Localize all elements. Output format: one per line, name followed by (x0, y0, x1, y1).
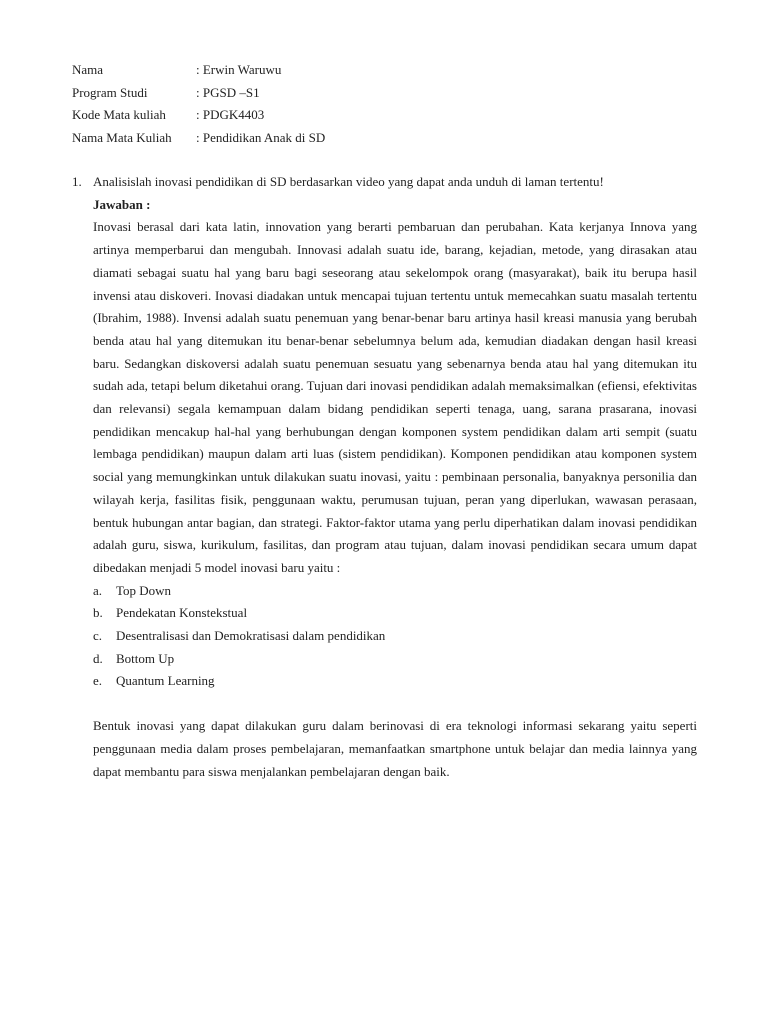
list-item (93, 648, 697, 671)
student-info-header (72, 59, 325, 149)
question-body (93, 171, 697, 783)
question-section (72, 171, 697, 783)
info-label: Nama (72, 62, 104, 77)
answer-paragraph: Inovasi berasal dari kata latin, innovation yang berarti pembaruan dan perubahan. Kata kerjanya Innova yang artinya memperbarui dan mengubah. Innovasi adalah suatu ide, barang, kejadian, metode, yang dirasakan atau diamati sebagai suatu hal yang baru bagi seseorang atau sekelompok orang (masyarakat), baik itu berupa hasil invensi atau diskoveri. Inovasi diadakan untuk mencapai tujuan tertentu untuk memecahkan suatu masalah tertentu (Ibrahim, 1988). Invensi adalah suatu penemuan yang benar-benar baru artinya hasil kreasi manusia yang berubah benda atau hal yang ditemukan itu benar-benar sebelumnya belum ada, kemudian diadakan dengan hasil kreasi baru. Sedangkan diskoversi adalah suatu penemuan sesuatu yang sebenarnya benda atau hal yang ditemukan itu sudah ada, tetapi belum diketahui orang. Tujuan dari inovasi pendidikan adalah memaksimalkan (efiensi, efektivitas dan relevansi) segala kemampuan dalam bidang pendidikan seperti tenaga, uang, sarana prasarana, inovasi pendidikan mencakup hal-hal yang berhubungan dengan komponen system pendidikan dalam arti sempit (suatu lembaga pendidikan) maupun dalam arti luas (sistem pendidikan). Komponen pendidikan atau komponen system social yang memungkinkan untuk dilakukan suatu inovasi, yaitu : pembinaan personalia, banyaknya personilia dan wilayah kerja, fasilitas fisik, penggunaan waktu, perumusan tujuan, peran yang diperlukan, wawasan perasaan, bentuk hubungan antar bagian, dan strategi. Faktor-faktor utama yang perlu diperhatikan dalam inovasi pendidikan adalah guru, siswa, kurikulum, fasilitas, dan program atau tujuan, dalam inovasi pendidikan secara umum dapat dibedakan menjadi 5 model inovasi baru yaitu : (93, 219, 697, 575)
list-item-label: Quantum Learning (116, 673, 215, 689)
question-number: 1. (72, 174, 82, 189)
list-item (93, 625, 697, 648)
innovation-model-list (93, 580, 697, 694)
closing-paragraph: Bentuk inovasi yang dapat dilakukan guru dalam berinovasi di era teknologi informasi sekarang yaitu seperti penggunaan media dalam proses pembelajaran, memanfaatkan smartphone untuk belajar dan media lainnya yang dapat membantu para siswa menjalankan pembelajaran dengan baik. (93, 718, 697, 779)
list-marker: e. (93, 673, 103, 689)
info-row-course-name (72, 127, 325, 150)
list-item (93, 580, 697, 603)
list-marker: d. (93, 650, 103, 666)
info-label: Nama Mata Kuliah (72, 129, 172, 145)
list-item (93, 602, 697, 625)
info-label: Kode Mata kuliah (72, 107, 166, 123)
question-text: Analisislah inovasi pendidikan di SD berdasarkan video yang dapat anda unduh di laman tertentu! (93, 174, 604, 189)
info-label: Program Studi (72, 84, 148, 100)
info-row-name (72, 59, 325, 82)
info-row-course-code (72, 104, 325, 127)
info-value: : Pendidikan Anak di SD (196, 129, 326, 145)
list-item-label: Desentralisasi dan Demokratisasi dalam pendidikan (116, 628, 386, 644)
info-value: : PGSD –S1 (196, 84, 260, 100)
info-row-study-program (72, 82, 325, 105)
list-item-label: Bottom Up (116, 650, 175, 666)
list-item-label: Pendekatan Konstekstual (116, 605, 248, 621)
list-marker: b. (93, 605, 103, 621)
list-item-label: Top Down (116, 582, 172, 598)
list-marker: a. (93, 582, 103, 598)
info-value: : PDGK4403 (196, 107, 265, 123)
list-marker: c. (93, 628, 103, 644)
answer-label: Jawaban : (93, 196, 151, 212)
info-value: : Erwin Waruwu (196, 62, 282, 77)
list-item (93, 670, 697, 693)
